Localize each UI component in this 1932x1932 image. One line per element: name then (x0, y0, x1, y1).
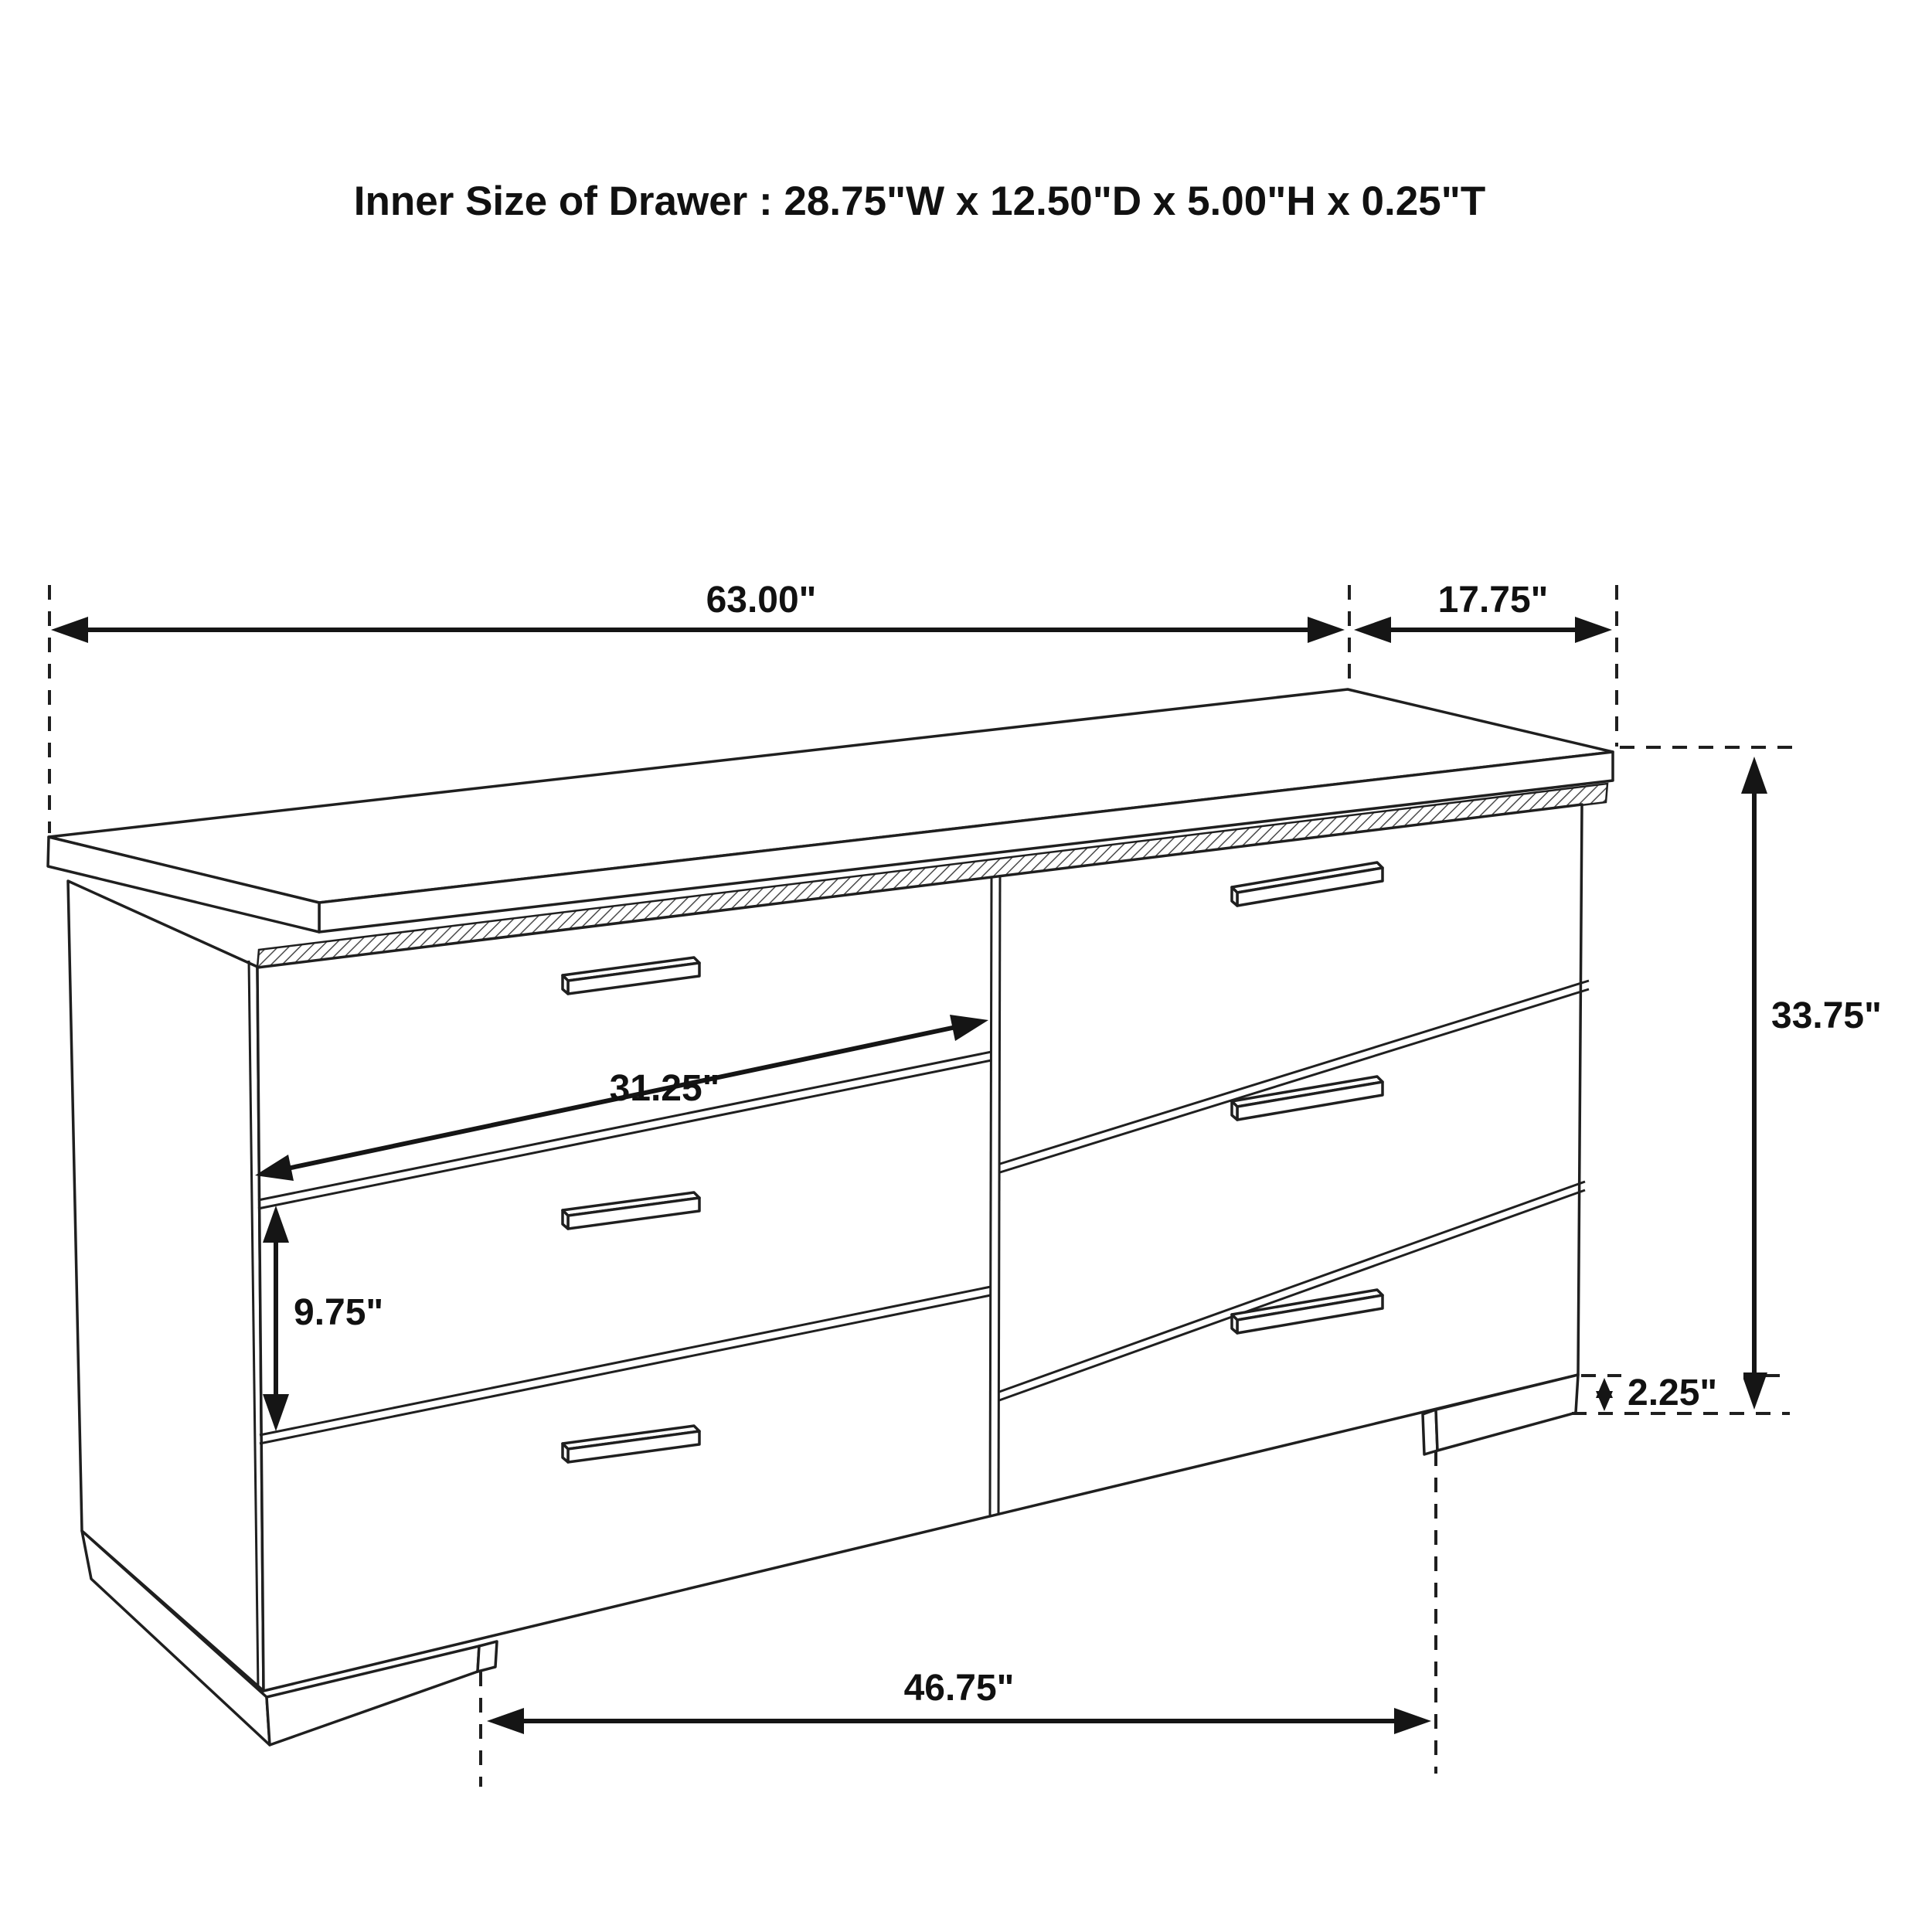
dim-label-drawer-width: 31.25" (609, 1068, 720, 1109)
diagram-title: Inner Size of Drawer : 28.75"W x 12.50"D x 5.00"H x 0.25"T (353, 179, 1486, 224)
center-divider-line (990, 878, 992, 1515)
dim-label-drawer-height: 9.75" (294, 1292, 384, 1333)
dim-label-top-depth: 17.75" (1437, 580, 1549, 621)
center-divider-line (998, 877, 1000, 1515)
dim-label-height: 33.75" (1771, 995, 1882, 1036)
dim-label-base-height: 2.25" (1628, 1372, 1718, 1413)
dresser-drawing (48, 689, 1613, 1745)
dim-label-leg-span: 46.75" (903, 1668, 1015, 1709)
dim-label-top-width: 63.00" (706, 580, 817, 621)
